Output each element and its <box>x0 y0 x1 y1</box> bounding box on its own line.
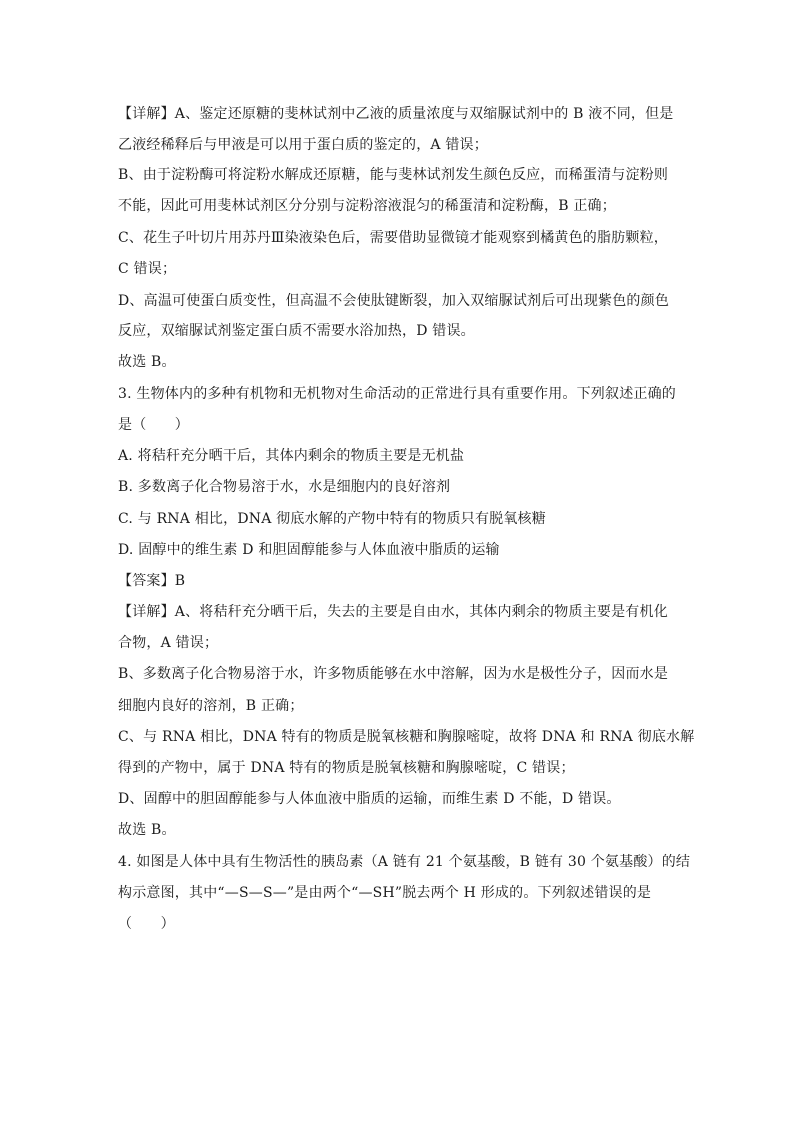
text-line: 【详解】A、将秸秆充分晒干后，失去的主要是自由水，其体内剩余的物质主要是有机化 <box>118 604 668 620</box>
text-line: C、花生子叶切片用苏丹Ⅲ染液染色后，需要借助显微镜才能观察到橘黄色的脂肪颗粒， <box>118 230 669 246</box>
text-line: 反应，双缩脲试剂鉴定蛋白质不需要水浴加热，D 错误。 <box>118 323 475 339</box>
text-line: 构示意图，其中“—S—S—”是由两个“—SH”脱去两个 H 形成的。下列叙述错误的是 <box>118 885 652 901</box>
text-line: C、与 RNA 相比，DNA 特有的物质是脱氧核糖和胸腺嘧啶，故将 DNA 和 RNA 彻底水解 <box>118 729 695 745</box>
text-line: 细胞内良好的溶剂，B 正确； <box>118 698 304 714</box>
question-3-stem: 3. 生物体内的多种有机物和无机物对生命活动的正常进行具有重要作用。下列叙述正确的 <box>118 386 677 402</box>
text-line: 故选 B。 <box>118 354 176 370</box>
text-line: 合物，A 错误； <box>118 635 219 651</box>
question-4-stem: 4. 如图是人体中具有生物活性的胰岛素（A 链有 21 个氨基酸，B 链有 30 个氨基酸）的结 <box>118 854 691 870</box>
text-line: B、由于淀粉酶可将淀粉水解成还原糖，能与斐林试剂发生颜色反应，而稀蛋清与淀粉则 <box>118 167 669 183</box>
text-line: 乙液经稀释后与甲液是可以用于蛋白质的鉴定的，A 错误； <box>118 137 488 153</box>
text-line: D、固醇中的胆固醇能参与人体血液中脂质的运输，而维生素 D 不能，D 错误。 <box>118 791 621 807</box>
text-line: （ ） <box>118 916 175 932</box>
text-line: 故选 B。 <box>118 822 176 838</box>
text-line: 【详解】A、鉴定还原糖的斐林试剂中乙液的质量浓度与双缩脲试剂中的 B 液不同，但是 <box>118 106 674 122</box>
text-line: C 错误； <box>118 261 177 277</box>
option-d: D. 固醇中的维生素 D 和胆固醇能参与人体血液中脂质的运输 <box>118 542 500 558</box>
text-line: B、多数离子化合物易溶于水，许多物质能够在水中溶解，因为水是极性分子，因而水是 <box>118 666 669 682</box>
option-a: A. 将秸秆充分晒干后，其体内剩余的物质主要是无机盐 <box>118 448 465 464</box>
option-b: B. 多数离子化合物易溶于水，水是细胞内的良好溶剂 <box>118 479 451 495</box>
text-line: 不能，因此可用斐林试剂区分分别与淀粉溶液混匀的稀蛋清和淀粉酶，B 正确； <box>118 198 616 214</box>
text-line: D、高温可使蛋白质变性，但高温不会使肽键断裂，加入双缩脲试剂后可出现紫色的颜色 <box>118 293 670 309</box>
text-line: 得到的产物中，属于 DNA 特有的物质是脱氧核糖和胸腺嘧啶，C 错误； <box>118 760 575 776</box>
answer: 【答案】B <box>118 573 186 589</box>
question-3-stem-end: 是（ ） <box>118 417 189 433</box>
option-c: C. 与 RNA 相比，DNA 彻底水解的产物中特有的物质只有脱氧核糖 <box>118 511 546 527</box>
